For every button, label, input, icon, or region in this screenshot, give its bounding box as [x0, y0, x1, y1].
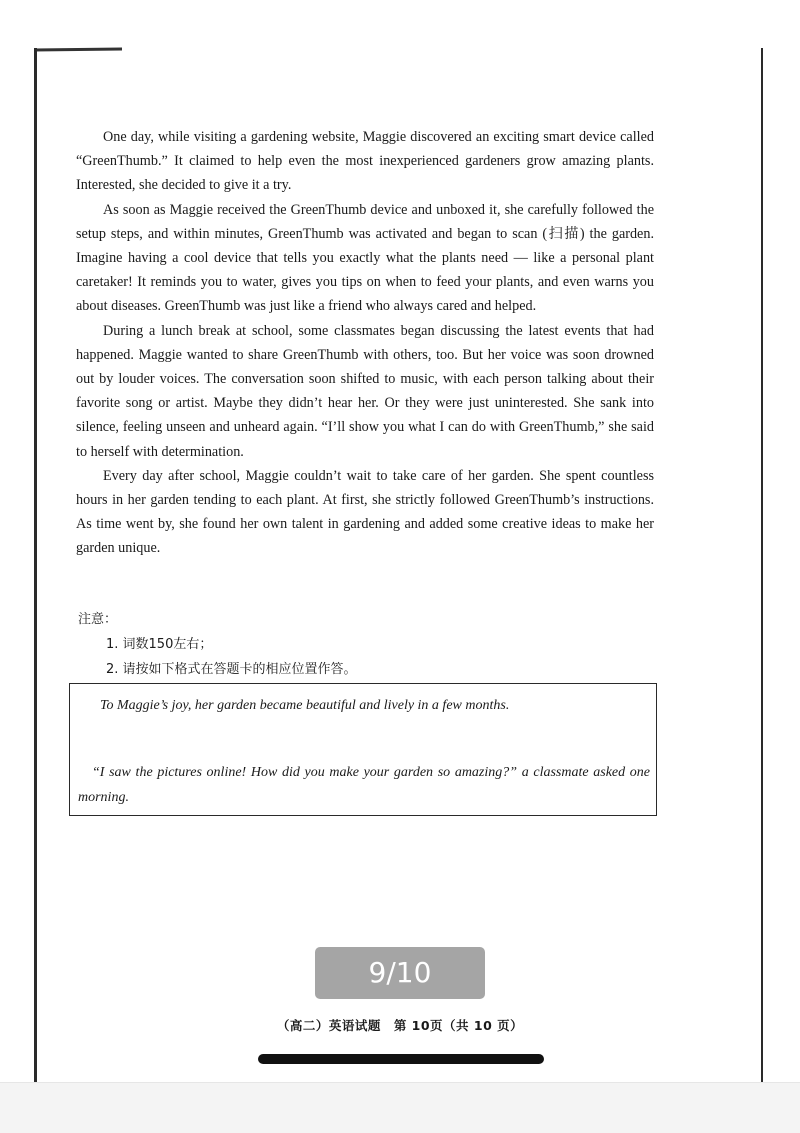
viewer-bottom-bar	[0, 1082, 800, 1133]
passage	[76, 125, 654, 561]
paragraph-3: During a lunch break at school, some classmates began discussing the latest events that had happened. Maggie wanted to share GreenThumb with others, too. But her voice was soon drowned out by louder voices. The conversation soon shifted to music, with each person talking about their favorite song or artist. Maybe they didn’t hear her. Or they were just uninterested. She sank into silence, feeling unseen and unheard again. “I’ll show you what I can do with GreenThumb,” she said to herself with determination.	[76, 322, 654, 460]
paper-edge-right	[761, 48, 763, 1088]
paragraph-4: Every day after school, Maggie couldn’t wait to take care of her garden. She spent countless hours in her garden tending to each plant. At first, she strictly followed GreenThumb’s instructions. As time went by, she found her own talent in gardening and added some creative ideas to make her garden unique.	[76, 467, 654, 557]
notes-section	[78, 607, 638, 682]
continuation-line-2: “I saw the pictures online! How did you make your garden so amazing?” a classmate asked one morning.	[78, 765, 650, 805]
note-item-1: 1. 词数150左右；	[106, 637, 213, 652]
paragraph-1: One day, while visiting a gardening website, Maggie discovered an exciting smart device called “GreenThumb.” It claimed to help even the most inexperienced gardeners grow amazing plants. Interested, she decided to give it a try.	[76, 129, 654, 194]
page-indicator: 9/10	[315, 947, 485, 999]
note-item-2: 2. 请按如下格式在答题卡的相应位置作答。	[106, 662, 357, 677]
notes-title: 注意：	[78, 612, 118, 627]
answer-format-box	[69, 683, 657, 816]
home-indicator[interactable]	[258, 1054, 544, 1064]
page-footer: （高二）英语试题 第 10页（共 10 页）	[276, 1018, 524, 1033]
paragraph-2: As soon as Maggie received the GreenThumb device and unboxed it, she carefully followed the setup steps, and within minutes, GreenThumb was activated and began to scan (扫描) the garden. Imagine having a cool device that tells you exactly what the plants need — like a personal plant caretaker! It reminds you to water, gives you tips on when to feed your plants, and even warns you about diseases. GreenThumb was just like a friend who always cared and helped.	[76, 201, 654, 315]
continuation-line-1: To Maggie’s joy, her garden became beautiful and lively in a few months.	[100, 698, 510, 713]
paper-edge-left	[34, 48, 37, 1082]
